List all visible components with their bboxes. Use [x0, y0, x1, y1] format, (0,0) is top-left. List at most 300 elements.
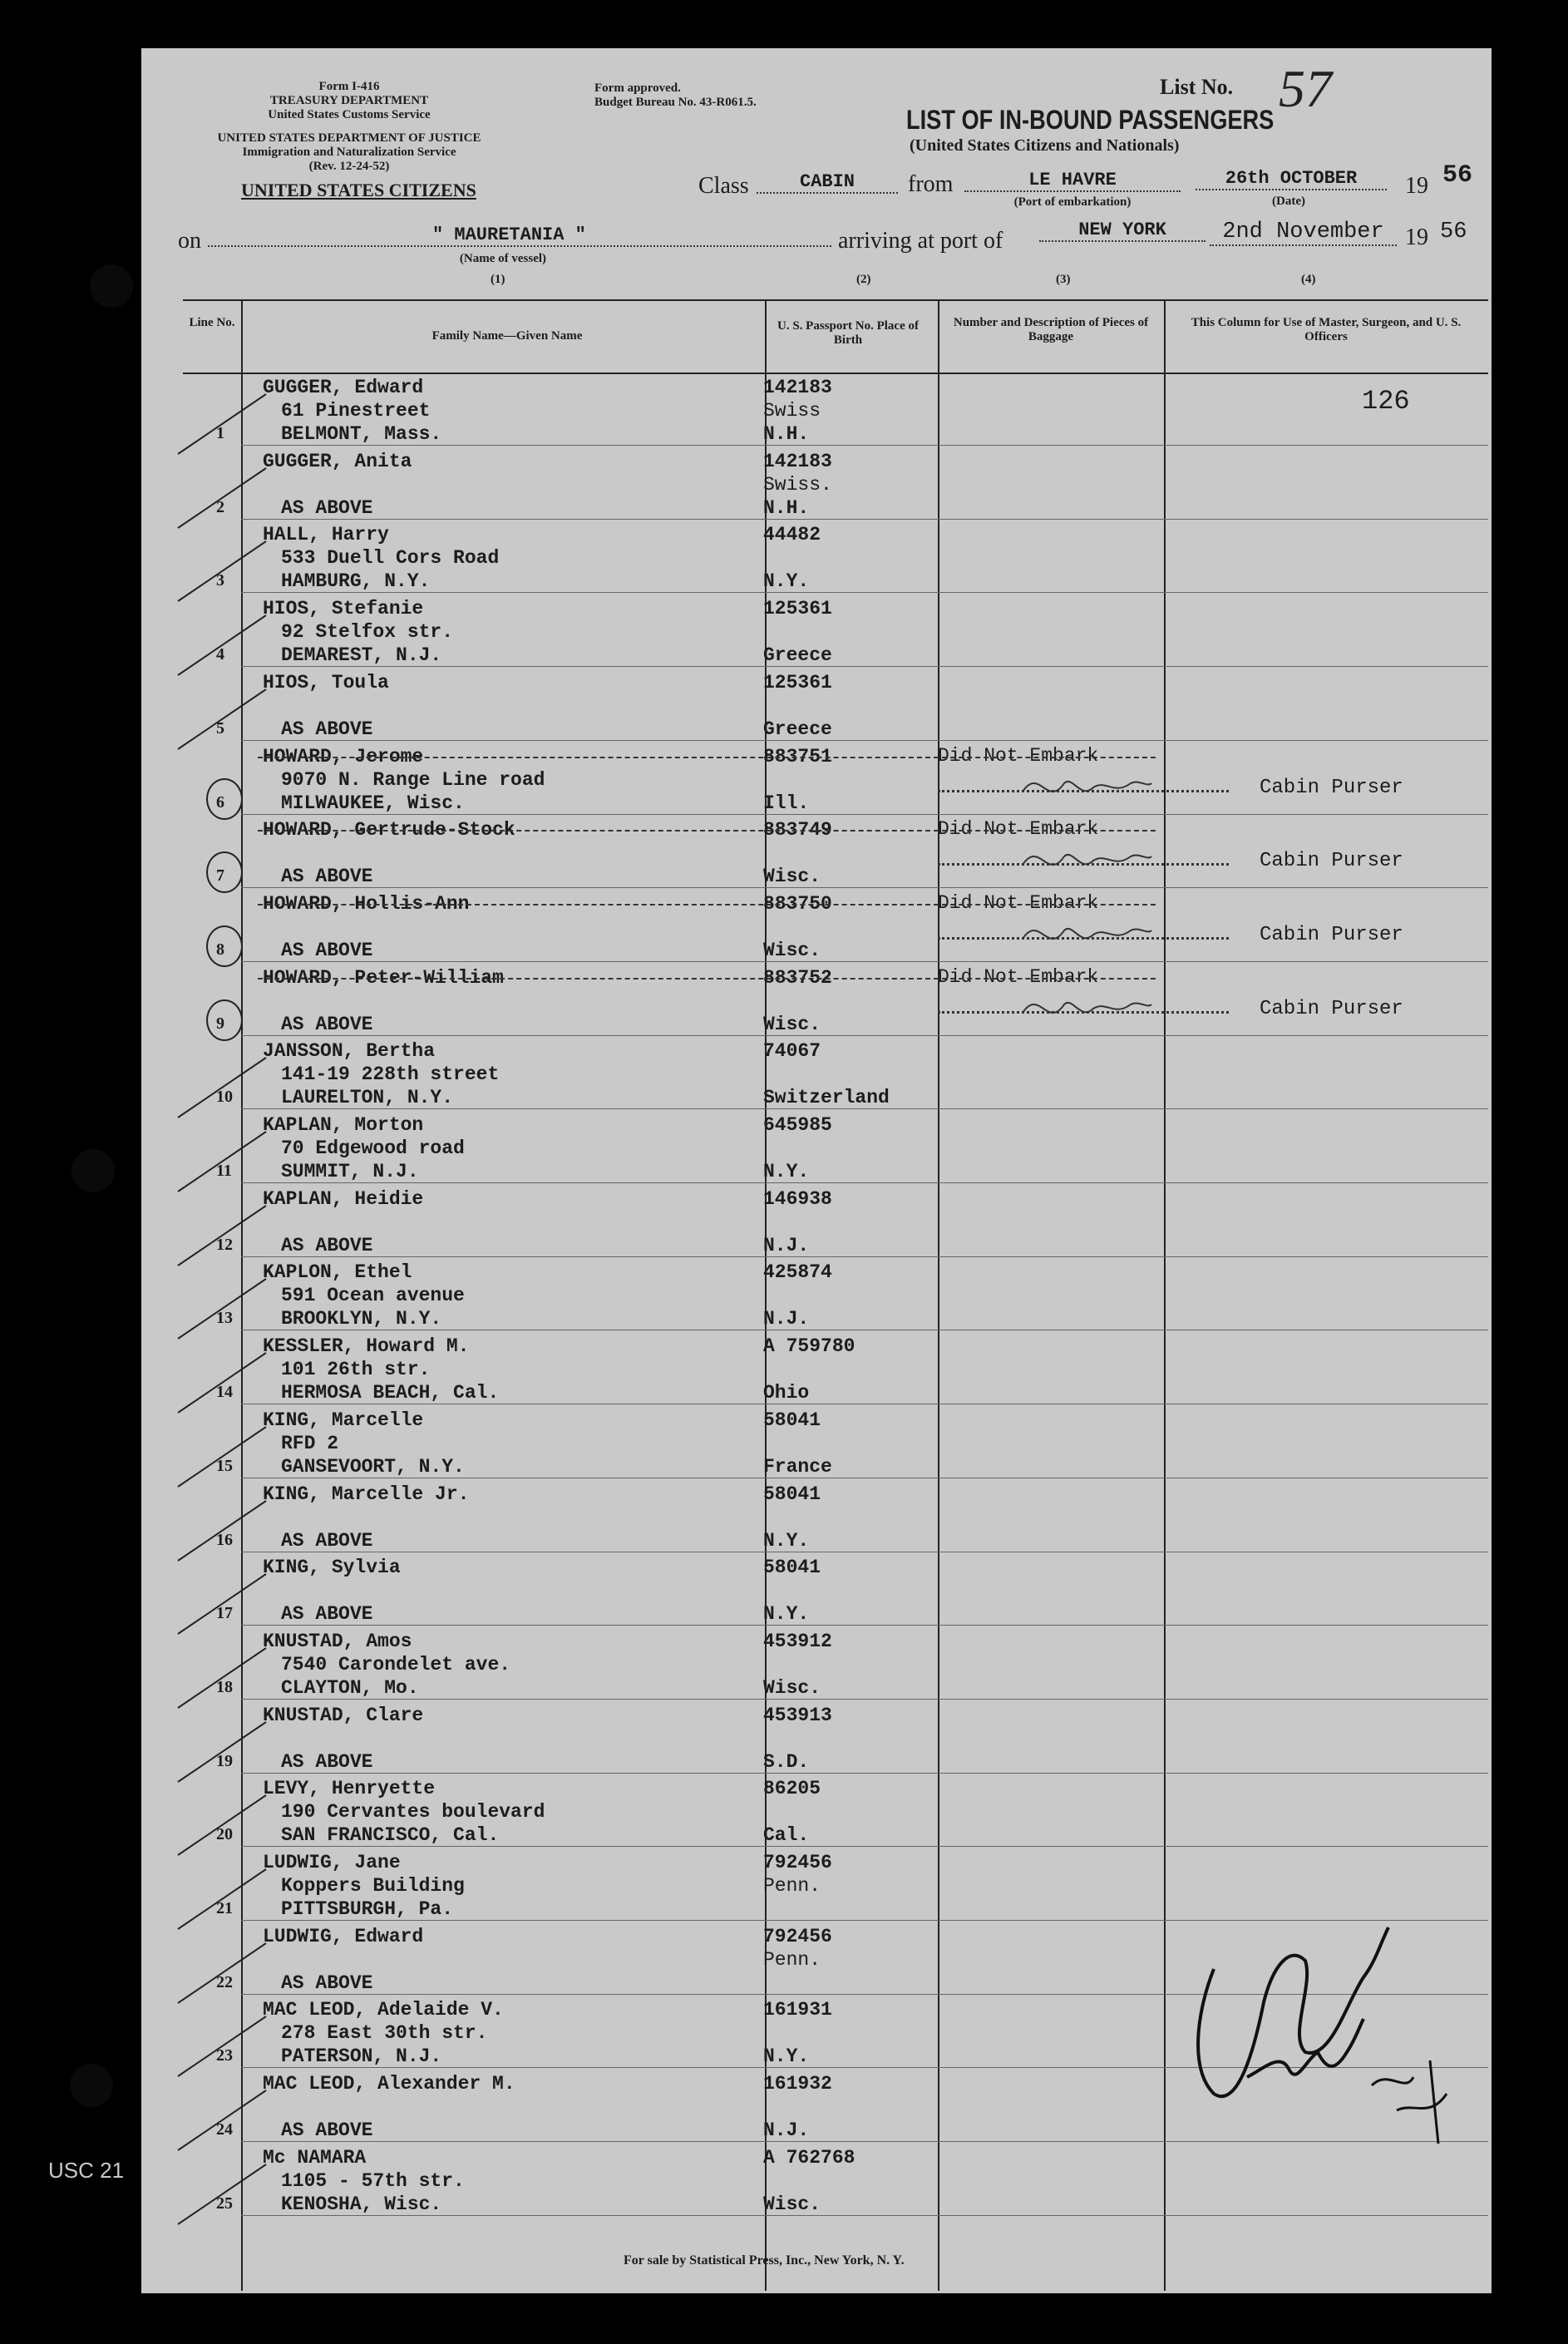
- passport-number: 125361: [763, 598, 832, 620]
- line-number: 17: [216, 1604, 233, 1623]
- place-of-birth: N.J.: [763, 1234, 810, 1256]
- table-row: [141, 1774, 1492, 1847]
- passport-birthplace: [763, 450, 832, 520]
- passport-birthplace: [763, 671, 832, 741]
- line-number: 2: [216, 497, 224, 516]
- passport-birthplace: [763, 745, 832, 815]
- passenger-name: KAPLAN, Heidie: [263, 1187, 424, 1210]
- place-of-birth: Wisc.: [763, 939, 821, 961]
- place-of-birth: N.J.: [763, 1308, 810, 1330]
- passenger-name: LEVY, Henryette: [263, 1778, 436, 1800]
- passenger-name-address: [263, 2146, 465, 2216]
- address-line: SUMMIT, N.J.: [281, 1161, 419, 1182]
- place-of-birth: Greece: [763, 718, 832, 740]
- passport-birthplace: [763, 597, 832, 667]
- passenger-name-address: [263, 1630, 510, 1700]
- place-of-birth: [763, 1284, 832, 1307]
- address-line: 1105 - 57th str.: [281, 2169, 465, 2192]
- place-of-birth: N.Y.: [763, 2045, 810, 2068]
- place-of-birth: France: [763, 1455, 832, 1478]
- place-of-birth: Switzerland: [763, 1087, 890, 1109]
- place-of-birth: Wisc.: [763, 2193, 821, 2215]
- passenger-name: KAPLAN, Morton: [263, 1114, 424, 1136]
- passenger-name-address: [263, 1777, 545, 1847]
- address-line: MILWAUKEE, Wisc.: [281, 792, 465, 814]
- passenger-name: KAPLON, Ethel: [263, 1261, 412, 1284]
- table-row: [141, 1036, 1492, 1109]
- passport-number: 883751: [763, 745, 832, 767]
- line-number: 15: [216, 1456, 233, 1475]
- place-of-birth: N.Y.: [763, 570, 810, 593]
- place-of-birth: [763, 841, 832, 865]
- passenger-name-address: [263, 597, 453, 667]
- line-number: 8: [216, 940, 224, 959]
- passport-number: 142183: [763, 377, 832, 398]
- passport-number: 453913: [763, 1704, 832, 1726]
- table-row: [141, 963, 1492, 1036]
- place-of-birth: Swiss: [763, 400, 821, 422]
- address-line: 61 Pinestreet: [281, 400, 431, 422]
- place-of-birth: Wisc.: [763, 866, 821, 888]
- arrival-date: 2nd November: [1210, 220, 1397, 246]
- address-line: [263, 989, 504, 1013]
- address-line: PATERSON, N.J.: [281, 2045, 442, 2068]
- address-line: [263, 2095, 515, 2119]
- passport-birthplace: [763, 1409, 832, 1478]
- address-line: DEMAREST, N.J.: [281, 644, 442, 667]
- address-line: PITTSBURGH, Pa.: [281, 1898, 454, 1920]
- passenger-name-address: [263, 1187, 423, 1257]
- place-of-birth: [763, 546, 821, 570]
- line-number: 6: [216, 792, 224, 812]
- passenger-name: KING, Marcelle: [263, 1409, 424, 1431]
- place-of-birth: Greece: [763, 644, 832, 667]
- address-line: 190 Cervantes boulevard: [281, 1801, 545, 1823]
- passenger-name: LUDWIG, Edward: [263, 1925, 424, 1947]
- place-of-birth: [763, 1211, 832, 1234]
- place-of-birth: Swiss.: [763, 473, 832, 496]
- passport-number: 142183: [763, 450, 832, 472]
- table-row: [141, 594, 1492, 667]
- passenger-name-address: [263, 818, 515, 888]
- passport-number: 125361: [763, 671, 832, 693]
- place-of-birth: [763, 1800, 821, 1823]
- passport-number: A 762768: [763, 2146, 855, 2169]
- passenger-name-address: [263, 523, 499, 593]
- passport-number: 161932: [763, 2073, 832, 2095]
- passport-number: 883749: [763, 819, 832, 841]
- officer-note: Cabin Purser: [1260, 923, 1403, 946]
- place-of-birth: [763, 1432, 832, 1455]
- place-of-birth: [763, 1897, 832, 1921]
- passenger-name-address: [263, 966, 504, 1036]
- passenger-name: JANSSON, Bertha: [263, 1040, 436, 1063]
- passport-birthplace: [763, 1556, 821, 1626]
- passport-birthplace: [763, 1483, 821, 1552]
- officer-count: 126: [1362, 386, 1410, 417]
- passenger-name: GUGGER, Anita: [263, 450, 412, 472]
- table-row: [141, 1331, 1492, 1404]
- list-no-value: 57: [1279, 59, 1332, 118]
- passenger-name-address: [263, 1556, 401, 1626]
- passenger-name-address: [263, 1261, 465, 1330]
- table-top-rule: [183, 299, 1488, 301]
- passport-number: 161931: [763, 1999, 832, 2021]
- as-above-label: AS ABOVE: [281, 1013, 373, 1035]
- address-line: 141-19 228th street: [281, 1063, 500, 1086]
- address-line: KENOSHA, Wisc.: [281, 2193, 442, 2215]
- baggage-note: Did Not Embark: [938, 818, 1099, 841]
- passport-birthplace: [763, 2072, 832, 2142]
- passenger-name-address: [263, 1335, 499, 1404]
- address-line: 9070 N. Range Line road: [281, 768, 545, 791]
- address-line: BELMONT, Mass.: [281, 423, 442, 445]
- address-line: [263, 473, 412, 496]
- address-line: 70 Edgewood road: [281, 1137, 465, 1159]
- passport-number: 86205: [763, 1778, 821, 1800]
- passport-birthplace: [763, 2146, 855, 2216]
- passport-birthplace: [763, 1335, 855, 1404]
- vessel-caption: (Name of vessel): [459, 252, 547, 265]
- address-line: [263, 1948, 423, 1971]
- year-prefix: 19: [1405, 173, 1428, 199]
- class-value: CABIN: [757, 171, 898, 194]
- justice-block: UNITED STATES DEPARTMENT OF JUSTICE Immigration and Naturalization Service (Rev. 12-24-52): [217, 131, 481, 173]
- line-number: 16: [216, 1530, 233, 1549]
- circled-line-mark: [206, 925, 243, 967]
- address-line: [263, 694, 389, 718]
- passenger-name-address: [263, 1704, 423, 1774]
- passport-number: 146938: [763, 1187, 832, 1210]
- address-line: GANSEVOORT, N.Y.: [281, 1455, 465, 1478]
- passenger-name: HOWARD, Hollis-Ann: [263, 892, 470, 915]
- place-of-birth: Penn.: [763, 1948, 821, 1971]
- line-number: 20: [216, 1825, 233, 1844]
- place-of-birth: [763, 1506, 821, 1529]
- passenger-name-address: [263, 450, 412, 520]
- place-of-birth: Wisc.: [763, 1676, 821, 1699]
- officer-note: Cabin Purser: [1260, 850, 1403, 873]
- as-above-label: AS ABOVE: [281, 939, 373, 961]
- passenger-list-form: [141, 48, 1492, 2293]
- line-number: 22: [216, 1972, 233, 1991]
- passport-birthplace: [763, 1998, 832, 2068]
- passenger-name: HALL, Harry: [263, 524, 389, 546]
- table-row: [141, 447, 1492, 520]
- passenger-name: MAC LEOD, Adelaide V.: [263, 1999, 504, 2021]
- address-line: Koppers Building: [281, 1875, 465, 1897]
- col-number-1: (1): [491, 273, 505, 286]
- passenger-name: KING, Sylvia: [263, 1557, 401, 1579]
- passport-number: 74067: [763, 1040, 821, 1063]
- line-number: 19: [216, 1751, 233, 1770]
- port-embark: LE HAVRE: [964, 170, 1181, 192]
- passenger-name-address: [263, 1925, 423, 1995]
- category-label: UNITED STATES CITIZENS: [241, 180, 476, 200]
- line-number: 1: [216, 424, 224, 442]
- line-number: 14: [216, 1383, 233, 1402]
- place-of-birth: [763, 2095, 832, 2119]
- passenger-name-address: [263, 1851, 465, 1921]
- passenger-name-address: [263, 1483, 469, 1552]
- passport-number: 44482: [763, 524, 821, 546]
- place-of-birth: Cal.: [763, 1824, 810, 1847]
- line-number: 21: [216, 1899, 233, 1917]
- passport-birthplace: [763, 376, 832, 446]
- passport-birthplace: [763, 1851, 832, 1921]
- col-header-passport: U. S. Passport No. Place of Birth: [777, 319, 919, 347]
- table-row: [141, 1479, 1492, 1552]
- place-of-birth: N.J.: [763, 2119, 810, 2142]
- line-number: 24: [216, 2120, 233, 2139]
- place-of-birth: [763, 1063, 890, 1086]
- line-number: 18: [216, 1677, 233, 1696]
- passport-birthplace: [763, 523, 821, 593]
- passport-birthplace: [763, 966, 832, 1036]
- table-row: [141, 815, 1492, 888]
- passport-birthplace: [763, 1925, 832, 1995]
- purser-initials: [1014, 906, 1156, 964]
- as-above-label: AS ABOVE: [281, 496, 373, 519]
- arriving-label: arriving at port of: [838, 228, 1003, 254]
- col-header-name: Family Name—Given Name: [431, 329, 583, 343]
- passport-number: 792456: [763, 1925, 832, 1947]
- passport-birthplace: [763, 1261, 832, 1330]
- place-of-birth: N.H.: [763, 423, 810, 445]
- year-arrival: 56: [1440, 220, 1467, 244]
- line-number: 12: [216, 1235, 233, 1254]
- date-caption: (Date): [1272, 195, 1305, 208]
- passenger-name-address: [263, 745, 545, 815]
- passport-birthplace: [763, 1187, 832, 1257]
- place-of-birth: [763, 1653, 832, 1676]
- table-row: [141, 1700, 1492, 1774]
- place-of-birth: N.Y.: [763, 1529, 810, 1552]
- officer-note: Cabin Purser: [1260, 997, 1403, 1020]
- baggage-note: Did Not Embark: [938, 891, 1099, 914]
- col-number-2: (2): [856, 273, 871, 286]
- line-number: 4: [216, 645, 224, 664]
- address-line: BROOKLYN, N.Y.: [281, 1308, 442, 1330]
- passport-birthplace: [763, 818, 832, 888]
- table-row: [141, 1405, 1492, 1478]
- passport-birthplace: [763, 1039, 890, 1109]
- as-above-label: AS ABOVE: [281, 718, 373, 740]
- on-label: on: [178, 228, 201, 254]
- passenger-name: HIOS, Toula: [263, 671, 389, 693]
- col-header-line-no: Line No.: [189, 316, 235, 329]
- passport-birthplace: [763, 892, 832, 962]
- passport-birthplace: [763, 1630, 832, 1700]
- address-line: [263, 1727, 423, 1750]
- port-embark-caption: (Port of embarkation): [1013, 195, 1132, 209]
- purser-initials: [1014, 980, 1156, 1038]
- passport-number: A 759780: [763, 1335, 855, 1358]
- passenger-name-address: [263, 376, 441, 446]
- place-of-birth: [763, 768, 832, 792]
- passport-number: 883752: [763, 966, 832, 989]
- address-line: 7540 Carondelet ave.: [281, 1653, 511, 1675]
- as-above-label: AS ABOVE: [281, 1750, 373, 1773]
- as-above-label: AS ABOVE: [281, 2119, 373, 2142]
- check-mark: [175, 2159, 274, 2234]
- approval-block: Form approved. Budget Bureau No. 43-R061.5.: [594, 81, 757, 109]
- place-of-birth: [763, 1727, 832, 1750]
- year-embark: 56: [1442, 161, 1473, 190]
- table-row: [141, 1110, 1492, 1183]
- passenger-name: MAC LEOD, Alexander M.: [263, 2073, 515, 2095]
- passport-number: 425874: [763, 1261, 832, 1284]
- table-row: [141, 1626, 1492, 1700]
- class-label: Class: [698, 173, 749, 199]
- passport-birthplace: [763, 1777, 821, 1847]
- line-number: 3: [216, 571, 224, 590]
- baggage-note: Did Not Embark: [938, 744, 1099, 767]
- place-of-birth: [763, 620, 832, 644]
- arrival-year-prefix: 19: [1405, 225, 1428, 250]
- line-number: 10: [216, 1088, 233, 1107]
- place-of-birth: [763, 915, 832, 939]
- table-row: [141, 1552, 1492, 1626]
- officer-signature: [1164, 1894, 1497, 2193]
- arrival-port: NEW YORK: [1039, 220, 1206, 242]
- purser-initials: [1014, 832, 1156, 890]
- as-above-label: AS ABOVE: [281, 866, 373, 888]
- place-of-birth: Wisc.: [763, 1013, 821, 1035]
- passport-number: 645985: [763, 1114, 832, 1136]
- passenger-name: HIOS, Stefanie: [263, 598, 424, 620]
- place-of-birth: [763, 2021, 832, 2045]
- place-of-birth: [763, 1137, 832, 1160]
- passenger-name-address: [263, 1113, 465, 1183]
- address-line: RFD 2: [281, 1432, 339, 1454]
- address-line: [263, 1579, 401, 1602]
- row-divider: [241, 2215, 1488, 2216]
- col-header-baggage: Number and Description of Pieces of Baggage: [953, 316, 1149, 343]
- col-header-officers: This Column for Use of Master, Surgeon, and U. S. Officers: [1191, 316, 1462, 343]
- address-line: HERMOSA BEACH, Cal.: [281, 1382, 500, 1404]
- line-number: 23: [216, 2046, 233, 2065]
- place-of-birth: N.Y.: [763, 1603, 810, 1626]
- circled-line-mark: [206, 999, 243, 1041]
- place-of-birth: [763, 1579, 821, 1602]
- line-number: 25: [216, 2193, 233, 2213]
- col-number-3: (3): [1056, 273, 1071, 286]
- address-line: SAN FRANCISCO, Cal.: [281, 1824, 500, 1847]
- page-subtitle: (United States Citizens and Nationals): [910, 136, 1180, 155]
- circled-line-mark: [206, 778, 243, 820]
- address-line: 591 Ocean avenue: [281, 1285, 465, 1307]
- address-line: [263, 1211, 423, 1234]
- col-number-4: (4): [1301, 273, 1316, 286]
- passport-number: 883750: [763, 892, 832, 915]
- passenger-name: KING, Marcelle Jr.: [263, 1483, 470, 1505]
- as-above-label: AS ABOVE: [281, 1603, 373, 1626]
- passenger-name-address: [263, 1409, 465, 1478]
- passport-number: 792456: [763, 1852, 832, 1873]
- passport-number: 453912: [763, 1630, 832, 1652]
- passenger-name-address: [263, 1039, 499, 1109]
- table-row: [141, 520, 1492, 593]
- footer-note: For sale by Statistical Press, Inc., New York, N. Y.: [624, 2253, 905, 2268]
- punch-hole-top: [90, 264, 133, 308]
- line-number: 7: [216, 866, 224, 886]
- place-of-birth: Ill.: [763, 792, 810, 814]
- passenger-name: KNUSTAD, Clare: [263, 1704, 424, 1726]
- line-number: 13: [216, 1309, 233, 1328]
- punch-hole-middle: [71, 1149, 115, 1192]
- passenger-name-address: [263, 1998, 504, 2068]
- place-of-birth: [763, 989, 832, 1013]
- baggage-note: Did Not Embark: [938, 965, 1099, 988]
- address-line: [263, 841, 515, 865]
- line-number: 11: [216, 1162, 232, 1180]
- circled-line-mark: [206, 851, 243, 893]
- passport-number: 58041: [763, 1557, 821, 1579]
- as-above-label: AS ABOVE: [281, 1971, 373, 1994]
- passenger-name-address: [263, 892, 469, 962]
- passenger-name: HOWARD, Jerome: [263, 745, 424, 767]
- place-of-birth: [763, 1971, 832, 1995]
- address-line: CLAYTON, Mo.: [281, 1676, 419, 1699]
- table-row: [141, 742, 1492, 815]
- purser-initials: [1014, 758, 1156, 817]
- vessel-name: " MAURETANIA ": [208, 225, 831, 247]
- table-row: [141, 668, 1492, 741]
- date-embark: 26th OCTOBER: [1196, 168, 1387, 190]
- as-above-label: AS ABOVE: [281, 1234, 373, 1256]
- line-number: 9: [216, 1014, 224, 1033]
- address-line: 278 East 30th str.: [281, 2022, 488, 2045]
- address-line: 92 Stelfox str.: [281, 621, 454, 644]
- place-of-birth: Penn.: [763, 1875, 821, 1897]
- passenger-name-address: [263, 671, 389, 741]
- passenger-name: GUGGER, Edward: [263, 377, 424, 398]
- from-label: from: [908, 171, 954, 197]
- passenger-name: LUDWIG, Jane: [263, 1852, 401, 1873]
- address-line: [263, 1506, 469, 1529]
- table-row: [141, 1184, 1492, 1257]
- form-block: Form I-416 TREASURY DEPARTMENT United States Customs Service: [268, 80, 431, 121]
- place-of-birth: [763, 1358, 855, 1381]
- passenger-name: HOWARD, Gertrude-Stock: [263, 819, 515, 841]
- officer-note: Cabin Purser: [1260, 776, 1403, 799]
- passenger-name: Mc NAMARA: [263, 2146, 367, 2169]
- passenger-name: KNUSTAD, Amos: [263, 1630, 412, 1652]
- passport-birthplace: [763, 1113, 832, 1183]
- table-row: [141, 373, 1492, 446]
- place-of-birth: [763, 2169, 855, 2193]
- line-number: 5: [216, 718, 224, 738]
- table-row: [141, 1257, 1492, 1330]
- table-row: [141, 889, 1492, 962]
- address-line: 533 Duell Cors Road: [281, 547, 500, 570]
- address-line: HAMBURG, N.Y.: [281, 570, 431, 593]
- passenger-name: HOWARD, Peter-William: [263, 966, 504, 989]
- page-title: LIST OF IN-BOUND PASSENGERS: [906, 105, 1275, 135]
- as-above-label: AS ABOVE: [281, 1529, 373, 1552]
- address-line: 101 26th str.: [281, 1359, 431, 1381]
- passport-number: 58041: [763, 1483, 821, 1505]
- place-of-birth: S.D.: [763, 1750, 810, 1773]
- passport-birthplace: [763, 1704, 832, 1774]
- list-no-label: List No.: [1160, 75, 1234, 99]
- place-of-birth: N.H.: [763, 496, 810, 519]
- side-stamp: USC 21: [48, 2158, 125, 2183]
- place-of-birth: Ohio: [763, 1382, 810, 1404]
- place-of-birth: N.Y.: [763, 1161, 810, 1182]
- address-line: [263, 915, 469, 939]
